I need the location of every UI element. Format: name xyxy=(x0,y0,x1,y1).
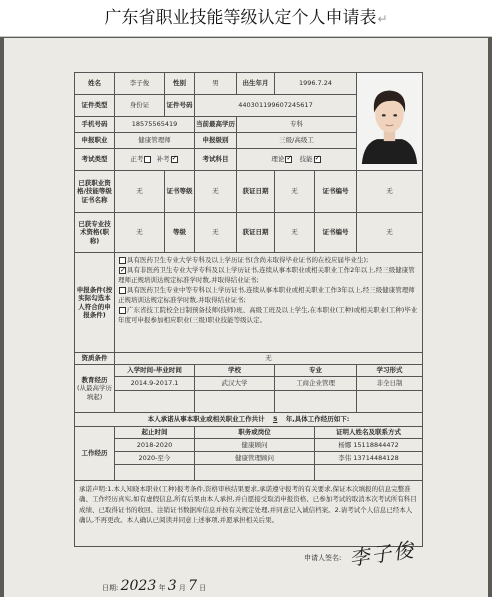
name-value: 李子俊 xyxy=(115,73,165,95)
phone-label: 手机号码 xyxy=(75,117,115,133)
level-label: 申报级别 xyxy=(195,133,237,149)
condition-item: ✓具有非医药卫生专业大学专科及以上学历证书,连续从事本职业或相关职业工作2年以上,经三级健康管理师正规培训达规定标准学时数,并取得结业证书; xyxy=(118,265,419,285)
edu-major: 工商企业管理 xyxy=(275,377,357,391)
condition-1-checkbox[interactable] xyxy=(119,257,126,264)
portrait-image xyxy=(358,80,421,164)
edu-head-time: 入学时间-毕业时间 xyxy=(115,365,195,377)
date-day-unit: 日 xyxy=(199,584,207,592)
edu-school: 武汉大学 xyxy=(195,377,275,391)
condition-item: 具有医药卫生专业大学专科及以上学历证书(含尚未取得毕业证书的在校应届毕业生); xyxy=(118,255,419,265)
prior-title-label: 已获专业技术资格(职称) xyxy=(75,213,115,253)
dob-value: 1996.7.24 xyxy=(275,73,357,95)
job-value: 健康管理师 xyxy=(115,133,195,149)
id-no-label: 证件号码 xyxy=(165,95,195,117)
subject-theory-label: 理论 xyxy=(271,155,285,164)
date-year: 2023 xyxy=(120,578,157,594)
name-label: 姓名 xyxy=(75,73,115,95)
condition-4-checkbox[interactable] xyxy=(119,307,126,314)
condition-3-checkbox[interactable] xyxy=(119,287,126,294)
edu-head-school: 学校 xyxy=(195,365,275,377)
work-role: 健康顾问 xyxy=(195,439,315,452)
edu-time: 2014.9-2017.1 xyxy=(115,377,195,391)
remarks-label: 资质条件 xyxy=(75,353,115,365)
work-history-label: 工作经历 xyxy=(75,427,115,481)
work-contact: 李伟 13714484128 xyxy=(315,452,423,465)
date-month: 3 xyxy=(167,578,177,594)
subject-theory-checkbox[interactable] xyxy=(285,156,292,163)
signature-date xyxy=(102,578,206,594)
remarks-value: 无 xyxy=(115,353,423,365)
applicant-photo xyxy=(357,73,423,171)
prior-cert-date-value: 无 xyxy=(275,171,315,213)
exam-first-checkbox[interactable] xyxy=(144,156,151,163)
exam-type-label: 考试类型 xyxy=(75,149,115,171)
work-pledge: 本人承诺从事本职业或相关职业工作共计 5 年,具体工作经历如下: xyxy=(75,413,423,427)
prior-cert-level-label: 证书等级 xyxy=(165,171,195,213)
document-title-bar xyxy=(0,0,492,37)
prior-title-date-label: 获证日期 xyxy=(237,213,275,253)
work-head-role: 职务或岗位 xyxy=(195,427,315,439)
gender-value: 男 xyxy=(195,73,237,95)
prior-cert-value: 无 xyxy=(115,171,165,213)
prior-title-no-value: 无 xyxy=(357,213,423,253)
education-history-label: 教育经历 (从最高学历填起) xyxy=(75,365,115,413)
subject-skill-label: 技能 xyxy=(299,155,313,164)
edu-mode: 非全日制 xyxy=(357,377,423,391)
exam-first-label: 正考 xyxy=(130,155,144,164)
date-month-unit: 月 xyxy=(178,584,186,592)
paragraph-mark-icon: ↵ xyxy=(377,12,388,26)
subjects-label: 考试科目 xyxy=(195,149,237,171)
conditions-label: 申报条件(按实际勾选本人符合的申报条件) xyxy=(75,253,115,353)
form-photo xyxy=(4,38,488,597)
signature-label: 申请人签名: xyxy=(304,554,342,562)
id-type-value: 身份证 xyxy=(115,95,165,117)
education-level-value: 专科 xyxy=(237,117,357,133)
table-row xyxy=(75,465,423,481)
phone-value: 18575565419 xyxy=(115,117,195,133)
work-years: 5 xyxy=(272,415,278,424)
handwritten-signature: 李子俊 xyxy=(347,537,417,571)
prior-cert-label: 已获职业资格/技能等级证书名称 xyxy=(75,171,115,213)
edu-head-major: 专业 xyxy=(275,365,357,377)
work-time: 2018-2020 xyxy=(115,439,195,452)
level-value: 三级/高级工 xyxy=(237,133,357,149)
conditions-list xyxy=(115,253,423,353)
table-row xyxy=(75,391,423,413)
id-type-label: 证件类型 xyxy=(75,95,115,117)
prior-title-value: 无 xyxy=(115,213,165,253)
work-time: 2020-至今 xyxy=(115,452,195,465)
application-form xyxy=(74,72,423,547)
condition-item: 广东省技工院校全日制预备技师(技师)班、高级工班及以上学生,在本职业(工种)或相关职业(工种)毕业年度可申报参加相应职业(三级)职业技能等级认定。 xyxy=(118,306,418,325)
exam-type-options xyxy=(115,149,195,171)
job-label: 申报职业 xyxy=(75,133,115,149)
prior-title-date-value: 无 xyxy=(275,213,315,253)
table-row xyxy=(75,439,423,452)
education-level-label: 当前最高学历 xyxy=(195,117,237,133)
id-no-value: 440301199607245617 xyxy=(195,95,357,117)
work-contact: 杨娜 15118844472 xyxy=(315,439,423,452)
exam-retake-label: 补考 xyxy=(156,155,170,164)
prior-title-level-label: 等级 xyxy=(165,213,195,253)
date-label: 日期: xyxy=(102,584,119,592)
subject-skill-checkbox[interactable] xyxy=(314,156,321,163)
work-head-time: 起止时间 xyxy=(115,427,195,439)
dob-label: 出生年月 xyxy=(237,73,275,95)
exam-retake-checkbox[interactable] xyxy=(171,156,178,163)
prior-cert-level-value: 无 xyxy=(195,171,237,213)
prior-cert-no-label: 证书编号 xyxy=(315,171,357,213)
condition-item: 具有医药卫生专业中等专科以上学历证书,连续从事本职业或相关职业工作3年以上,经三级健康管理师正规培训达规定标准学时数,并取得结业证书; xyxy=(118,286,415,305)
education-history-note: (从最高学历填起) xyxy=(76,384,113,401)
prior-title-level-value: 无 xyxy=(195,213,237,253)
prior-cert-date-label: 获证日期 xyxy=(237,171,275,213)
work-role: 健康管理顾问 xyxy=(195,452,315,465)
declaration-text: 承诺声明:1.本人知晓本职业(工种)报考条件,资格审核结果要求,承诺遵守报考的有关要求,保证本次填报的信息完整准确、工作经历真实,如有虚假信息,所有后果由本人承担,并自愿接受取消申报资格、已参加考试的取消本次考试所有科目成绩、已取得证书的收回、注销证书数据库信息并按有关规定处理,并同意记入诚信档案。2.请考试个人信息已经本人确认,不再更改。本人确认已阅读并同意上述事项,并愿承担相关后果。 xyxy=(75,481,423,547)
document-title: 广东省职业技能等级认定个人申请表 xyxy=(104,8,377,28)
table-row xyxy=(75,452,423,465)
prior-cert-no-value: 无 xyxy=(357,171,423,213)
edu-head-mode: 学习形式 xyxy=(357,365,423,377)
prior-title-no-label: 证书编号 xyxy=(315,213,357,253)
table-row xyxy=(75,377,423,391)
date-year-unit: 年 xyxy=(158,584,166,592)
condition-2-checkbox[interactable] xyxy=(119,267,126,274)
gender-label: 性别 xyxy=(165,73,195,95)
work-head-contact: 证明人姓名及联系方式 xyxy=(315,427,423,439)
subjects-options xyxy=(237,149,357,171)
date-day: 7 xyxy=(188,578,198,594)
